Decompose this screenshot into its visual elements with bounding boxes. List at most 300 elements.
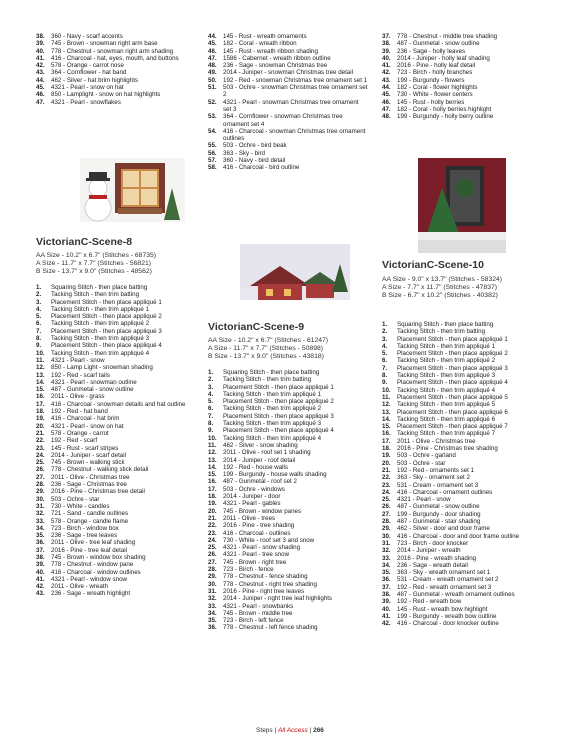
step-text: Tacking Stitch - then trim appliqué 1 xyxy=(397,342,496,350)
step-number: 35. xyxy=(36,532,45,540)
scene10-image xyxy=(418,158,506,253)
list-item xyxy=(36,55,196,62)
step-number: 11. xyxy=(208,441,217,449)
size-line: A Size - 7.7" x 11.7" (Stitches - 47837) xyxy=(382,284,498,292)
step-number: 21. xyxy=(382,466,391,474)
step-text: 4321 - Pearl - tree snow xyxy=(223,551,290,559)
footer-all-access: All Access xyxy=(278,727,308,734)
list-item xyxy=(382,511,547,518)
step-text: 182 - Coral - wreath ribbon xyxy=(223,40,297,48)
list-item xyxy=(208,40,368,47)
step-number: 16. xyxy=(36,393,45,401)
list-item xyxy=(208,405,373,412)
list-item xyxy=(382,576,547,583)
step-text: 778 - Chestnut - left fence shading xyxy=(223,624,318,632)
step-number: 31. xyxy=(382,539,391,547)
step-text: 192 - Red - hat band xyxy=(51,408,108,416)
list-item xyxy=(36,364,201,371)
list-item xyxy=(208,427,373,434)
step-text: Placement Stitch - then place appliqué 7 xyxy=(397,423,508,431)
size-line: AA Size - 10.2" x 6.7" (Stitches - 61247) xyxy=(208,337,329,344)
list-item xyxy=(208,55,368,62)
step-text: 192 - Red - wreath bow xyxy=(397,598,462,606)
list-item xyxy=(36,466,201,473)
step-text: 462 - Silver - door and door frame xyxy=(397,525,490,533)
list-item xyxy=(382,379,547,386)
list-item xyxy=(36,459,201,466)
step-text: 578 - Orange - candle flame xyxy=(51,517,129,525)
step-number: 24. xyxy=(382,488,391,496)
step-number: 1. xyxy=(382,321,388,328)
step-number: 8. xyxy=(208,420,214,428)
step-text: 778 - Chestnut - window pane xyxy=(51,561,134,569)
step-number: 15. xyxy=(208,471,217,479)
step-number: 35. xyxy=(382,569,391,577)
step-text: 1586 - Cabernet - wreath ribbon outline xyxy=(223,54,331,62)
step-number: 41. xyxy=(36,575,45,583)
list-item xyxy=(382,445,547,452)
step-text: Tacking Stitch - then trim appliqué 2 xyxy=(223,405,322,413)
step-text: 531 - Cream - ornament set 3 xyxy=(397,481,479,489)
list-item xyxy=(208,603,373,610)
step-number: 17. xyxy=(36,400,45,408)
list-item xyxy=(36,583,201,590)
step-number: 7. xyxy=(208,412,214,420)
step-number: 16. xyxy=(208,478,217,486)
list-item xyxy=(36,313,201,320)
step-number: 52. xyxy=(208,98,217,106)
step-text: Placement Stitch - then place appliqué 1 xyxy=(397,335,508,343)
list-item xyxy=(382,584,547,591)
step-number: 14. xyxy=(382,415,391,423)
step-number: 30. xyxy=(382,532,391,540)
list-item xyxy=(382,533,547,540)
step-text: 416 - Charcoal - ornament outlines xyxy=(397,488,493,496)
list-item xyxy=(36,415,201,422)
list-item xyxy=(382,438,547,445)
step-text: 360 - Navy - scarf accents xyxy=(51,33,123,40)
step-text: 2016 - Pine - tree shading xyxy=(223,522,295,530)
step-text: 236 - Sage - wreath highlight xyxy=(51,590,131,598)
step-text: 2011 - Olive - grass xyxy=(51,393,105,401)
step-text: 2011 - Olive - roof set 1 shading xyxy=(223,449,311,457)
step-text: 4321 - Pearl - snow xyxy=(397,496,451,504)
list-item xyxy=(36,576,201,583)
list-item xyxy=(382,423,547,430)
step-number: 29. xyxy=(36,488,45,496)
list-item xyxy=(208,471,373,478)
list-item xyxy=(382,598,547,605)
list-item xyxy=(382,569,547,576)
list-item xyxy=(208,624,373,631)
step-text: 4321 - Pearl - snow xyxy=(51,356,105,364)
step-text: 416 - Charcoal - hat, eyes, mouth, and buttons xyxy=(51,54,179,62)
step-number: 54. xyxy=(208,127,217,135)
step-number: 28. xyxy=(36,481,45,489)
list-item xyxy=(36,423,201,430)
list-item xyxy=(36,284,201,291)
step-number: 3. xyxy=(208,383,214,391)
list-item xyxy=(382,606,547,613)
step-text: Placement Stitch - then place appliqué 6 xyxy=(397,408,508,416)
list-item xyxy=(208,493,373,500)
step-number: 33. xyxy=(382,554,391,562)
list-item xyxy=(382,518,547,525)
step-text: 503 - Ochre - star xyxy=(51,495,100,503)
list-item xyxy=(36,48,196,55)
step-text: 730 - White - flower centers xyxy=(397,91,473,99)
step-number: 14. xyxy=(36,378,45,386)
list-item xyxy=(208,515,373,522)
list-item xyxy=(382,489,547,496)
step-number: 42. xyxy=(36,583,45,591)
step-number: 36. xyxy=(382,576,391,584)
step-number: 27. xyxy=(36,473,45,481)
step-text: 416 - Charcoal - hat brim xyxy=(51,415,120,423)
step-number: 17. xyxy=(382,437,391,445)
step-number: 35. xyxy=(208,617,217,625)
list-item xyxy=(208,530,373,537)
step-text: Tacking Stitch - then trim appliqué 2 xyxy=(51,320,150,328)
list-item xyxy=(382,48,547,55)
list-item xyxy=(36,474,201,481)
footer-pipe-2: | xyxy=(309,727,312,734)
list-item xyxy=(36,525,201,532)
step-text: Placement Stitch - then place appliqué 5 xyxy=(397,393,508,401)
step-number: 42. xyxy=(382,69,391,77)
list-item xyxy=(36,518,201,525)
list-item xyxy=(36,291,201,298)
step-number: 39. xyxy=(382,598,391,606)
step-number: 21. xyxy=(36,429,45,437)
step-number: 4. xyxy=(36,305,42,313)
list-item xyxy=(382,430,547,437)
size-line: A Size - 11.7" x 7.7" (Stitches - 56821) xyxy=(36,260,152,268)
step-text: Placement Stitch - then place appliqué 3 xyxy=(223,412,334,420)
step-number: 22. xyxy=(208,522,217,530)
step-number: 15. xyxy=(382,423,391,431)
step-text: 745 - Brown - snowman right arm base xyxy=(51,40,158,48)
step-text: Tacking Stitch - then trim appliqué 6 xyxy=(397,415,496,423)
list-item xyxy=(36,69,196,76)
step-number: 17. xyxy=(208,485,217,493)
step-text: 416 - Charcoal - bird outline xyxy=(223,164,300,172)
list-item xyxy=(208,48,368,55)
step-number: 20. xyxy=(382,459,391,467)
step-text: Tacking Stitch - then trim appliqué 3 xyxy=(51,335,150,343)
step-text: 192 - Red - scarf tails xyxy=(51,371,110,379)
step-text: 4321 - Pearl - snow on hat xyxy=(51,422,124,430)
list-item xyxy=(382,350,547,357)
step-number: 32. xyxy=(382,547,391,555)
step-text: Placement Stitch - then place appliqué 2 xyxy=(397,350,508,358)
step-number: 10. xyxy=(36,349,45,357)
step-number: 31. xyxy=(36,502,45,510)
step-text: 730 - White - candles xyxy=(51,502,110,510)
list-item xyxy=(382,372,547,379)
step-number: 4. xyxy=(382,342,388,350)
step-text: 145 - Rust - scarf stripes xyxy=(51,444,119,452)
step-text: Tacking Stitch - then trim batting xyxy=(223,376,312,384)
step-text: 2016 - Pine - tree leaf detail xyxy=(51,546,128,554)
step-text: 487 - Gunmetal - roof set 2 xyxy=(223,478,297,486)
step-text: 416 - Charcoal - outlines xyxy=(223,529,291,537)
step-text: 416 - Charcoal - window outlines xyxy=(51,568,141,576)
step-number: 12. xyxy=(208,449,217,457)
list-item xyxy=(208,508,373,515)
scene9-sizes xyxy=(208,337,328,362)
step-text: 503 - Ochre - garland xyxy=(397,452,456,460)
step-text: 531 - Cream - wreath ornament set 2 xyxy=(397,576,499,584)
step-number: 20. xyxy=(208,507,217,515)
step-number: 48. xyxy=(382,113,391,121)
step-text: 2014 - Juniper - roof detail xyxy=(223,456,296,464)
list-item xyxy=(382,69,547,76)
list-item xyxy=(36,554,201,561)
scene8-image xyxy=(80,158,185,233)
step-number: 13. xyxy=(208,456,217,464)
step-text: 4321 - Pearl - snowman outline xyxy=(51,378,137,386)
step-number: 23. xyxy=(382,481,391,489)
list-item xyxy=(36,437,201,444)
step-number: 33. xyxy=(208,602,217,610)
list-item xyxy=(36,532,201,539)
list-item xyxy=(208,62,368,69)
step-text: 192 - Red - wreath ornament set 3 xyxy=(397,583,492,591)
step-number: 6. xyxy=(36,320,42,328)
scene10-title: VictorianC-Scene-10 xyxy=(382,259,484,271)
step-text: 236 - Sage - tree leaves xyxy=(51,532,118,540)
step-number: 15. xyxy=(36,386,45,394)
step-text: 745 - Brown - middle tree xyxy=(223,609,293,617)
list-item xyxy=(36,99,196,106)
step-text: Placement Stitch - then place appliqué 1 xyxy=(51,298,162,306)
list-item xyxy=(382,387,547,394)
step-text: 236 - Sage - Christmas tree xyxy=(51,481,127,489)
step-number: 29. xyxy=(382,525,391,533)
list-item xyxy=(208,500,373,507)
page-footer xyxy=(0,727,580,734)
list-item xyxy=(382,113,547,120)
step-number: 7. xyxy=(36,327,42,335)
step-text: 2014 - Juniper - right tree leaf highlights xyxy=(223,595,333,603)
step-text: Tacking Stitch - then trim appliqué 5 xyxy=(397,401,496,409)
step-text: 364 - Cornflower - snowman Christmas tree ornament set 4 xyxy=(223,113,343,128)
step-number: 46. xyxy=(208,47,217,55)
step-number: 38. xyxy=(36,553,45,561)
step-text: 4321 - Pearl - window snow xyxy=(51,575,128,583)
list-item xyxy=(382,547,547,554)
list-item xyxy=(208,522,373,529)
step-text: Tacking Stitch - then trim appliqué 1 xyxy=(223,390,322,398)
list-item xyxy=(382,55,547,62)
step-text: 2016 - Pine - holly leaf detail xyxy=(397,62,476,70)
step-text: 236 - Sage - wreath detail xyxy=(397,561,468,569)
step-number: 40. xyxy=(382,54,391,62)
step-text: Tacking Stitch - then trim appliqué 4 xyxy=(51,349,150,357)
step-number: 41. xyxy=(382,612,391,620)
scene10-art xyxy=(418,158,506,253)
step-number: 47. xyxy=(36,98,45,106)
step-number: 44. xyxy=(36,76,45,84)
step-text: 145 - Rust - wreath bow highlight xyxy=(397,605,488,613)
step-text: 850 - Lamplight - snow on hat highlights xyxy=(51,91,161,99)
list-item xyxy=(382,365,547,372)
step-number: 45. xyxy=(36,84,45,92)
step-number: 6. xyxy=(208,405,214,413)
step-number: 28. xyxy=(208,566,217,574)
list-item xyxy=(382,467,547,474)
step-text: 487 - Gunmetal - snow outline xyxy=(397,40,480,48)
scene9-title: VictorianC-Scene-9 xyxy=(208,321,305,333)
step-text: 145 - Rust - holly berries xyxy=(397,98,465,106)
list-item xyxy=(208,442,373,449)
size-line: AA Size - 10.2" x 6.7" (Stitches - 68735) xyxy=(36,252,157,259)
step-text: 487 - Gunmetal - snow outline xyxy=(397,503,480,511)
step-number: 9. xyxy=(208,427,214,435)
step-number: 10. xyxy=(208,434,217,442)
list-item xyxy=(36,590,201,597)
step-text: 4321 - Pearl - snow shading xyxy=(223,544,301,552)
step-text: Squaring Stitch - then place batting xyxy=(51,284,148,291)
list-item xyxy=(382,496,547,503)
list-item xyxy=(36,401,201,408)
step-text: 192 - Red - ornaments set 1 xyxy=(397,466,475,474)
step-text: 730 - White - roof set 3 and snow xyxy=(223,536,315,544)
step-number: 9. xyxy=(382,379,388,387)
step-text: 745 - Brown - walking stick xyxy=(51,459,125,467)
step-number: 27. xyxy=(382,510,391,518)
step-text: 2014 - Juniper - wreath xyxy=(397,547,461,555)
step-number: 12. xyxy=(382,401,391,409)
step-number: 32. xyxy=(36,510,45,518)
step-text: 723 - Birch - fence xyxy=(223,566,274,574)
step-text: 503 - Ochre - snowman Christmas tree ornament set 2 xyxy=(223,84,368,99)
step-number: 43. xyxy=(36,590,45,598)
list-item xyxy=(382,328,547,335)
list-item xyxy=(208,69,368,76)
step-number: 34. xyxy=(208,609,217,617)
size-line: A Size - 11.7" x 7.7" (Stitches - 50898) xyxy=(208,345,324,353)
step-text: 4321 - Pearl - gables xyxy=(223,500,281,508)
step-text: Placement Stitch - then place appliqué 1 xyxy=(223,383,334,391)
step-text: 487 - Gunmetal - stair shading xyxy=(397,518,481,526)
step-text: Placement Stitch - then place appliqué 4 xyxy=(223,427,334,435)
step-number: 34. xyxy=(382,561,391,569)
step-number: 51. xyxy=(208,84,217,92)
scene10-sizes xyxy=(382,276,502,301)
step-text: 199 - Burgundy - wreath bow outline xyxy=(397,612,497,620)
step-text: Tacking Stitch - then trim appliqué 3 xyxy=(223,420,322,428)
step-text: 2016 - Pine - Christmas tree detail xyxy=(51,488,145,496)
step-number: 25. xyxy=(382,496,391,504)
step-text: Placement Stitch - then place appliqué 3 xyxy=(397,364,508,372)
step-text: 192 - Red - house walls xyxy=(223,463,289,471)
step-number: 30. xyxy=(208,580,217,588)
list-item xyxy=(36,379,201,386)
list-item xyxy=(382,321,547,328)
step-number: 6. xyxy=(382,357,388,365)
step-number: 58. xyxy=(208,164,217,172)
step-number: 14. xyxy=(208,463,217,471)
list-item xyxy=(382,357,547,364)
step-number: 47. xyxy=(208,54,217,62)
step-text: 416 - Charcoal - door and door frame outline xyxy=(397,532,520,540)
list-item xyxy=(36,481,201,488)
list-item xyxy=(208,573,373,580)
step-number: 36. xyxy=(36,539,45,547)
footer-steps: Steps xyxy=(256,727,273,734)
list-item xyxy=(382,106,547,113)
list-item xyxy=(36,569,201,576)
step-text: 723 - Birch - holly branches xyxy=(397,69,473,77)
step-number: 11. xyxy=(382,393,391,401)
list-item xyxy=(382,525,547,532)
step-text: 2011 - Olive - tree leaf shading xyxy=(51,539,136,547)
step-number: 26. xyxy=(208,551,217,559)
list-item xyxy=(36,84,196,91)
step-text: 2016 - Pine - Christmas tree shading xyxy=(397,445,498,453)
step-number: 49. xyxy=(208,69,217,77)
step-text: 199 - Burgundy - flowers xyxy=(397,76,465,84)
col2-top-list xyxy=(208,33,368,172)
list-item xyxy=(36,40,196,47)
step-number: 18. xyxy=(382,445,391,453)
step-number: 34. xyxy=(36,524,45,532)
step-number: 23. xyxy=(208,529,217,537)
step-text: Placement Stitch - then place appliqué 4 xyxy=(397,379,508,387)
list-item xyxy=(208,384,373,391)
step-number: 5. xyxy=(36,313,42,321)
step-text: 2011 - Olive - trees xyxy=(223,514,276,522)
step-text: 416 - Charcoal - snowman Christmas tree ornament outlines xyxy=(223,127,366,143)
step-number: 7. xyxy=(382,364,388,372)
step-text: 723 - Birch - door knocker xyxy=(397,539,469,547)
list-item xyxy=(208,551,373,558)
step-text: 745 - Brown - window panes xyxy=(223,507,302,515)
step-number: 44. xyxy=(382,84,391,92)
step-text: 4321 - Pearl - snowflakes xyxy=(51,98,121,106)
step-text: 4321 - Pearl - snowman Christmas tree ornament set 3 xyxy=(223,98,359,113)
list-item xyxy=(382,336,547,343)
list-item xyxy=(382,99,547,106)
step-number: 37. xyxy=(36,546,45,554)
step-number: 27. xyxy=(208,558,217,566)
step-number: 24. xyxy=(208,536,217,544)
step-number: 3. xyxy=(382,335,388,343)
step-text: 2011 - Olive - wreath xyxy=(51,583,108,591)
list-item xyxy=(382,613,547,620)
step-text: 462 - Silver - snow shading xyxy=(223,441,298,449)
list-item xyxy=(36,77,196,84)
step-text: 578 - Orange - carrot xyxy=(51,429,109,437)
step-text: 363 - Sky - bird xyxy=(223,149,265,157)
step-text: 360 - Navy - bird detail xyxy=(223,157,286,165)
step-text: 2014 - Juniper - door xyxy=(223,493,281,501)
list-item xyxy=(208,544,373,551)
step-text: 4321 - Pearl - snowbanks xyxy=(223,602,294,610)
step-text: 723 - Birch - window box xyxy=(51,524,119,532)
step-text: 199 - Burgundy - holly berry outline xyxy=(397,113,494,121)
step-text: Tacking Stitch - then trim appliqué 7 xyxy=(397,430,496,438)
list-item xyxy=(382,474,547,481)
step-text: 416 - Charcoal - snowman details and hat outline xyxy=(51,400,186,408)
step-text: Tacking Stitch - then trim batting xyxy=(397,328,486,336)
scene9-steps xyxy=(208,369,373,632)
step-number: 1. xyxy=(208,369,214,376)
step-number: 1. xyxy=(36,284,42,291)
step-number: 30. xyxy=(36,495,45,503)
